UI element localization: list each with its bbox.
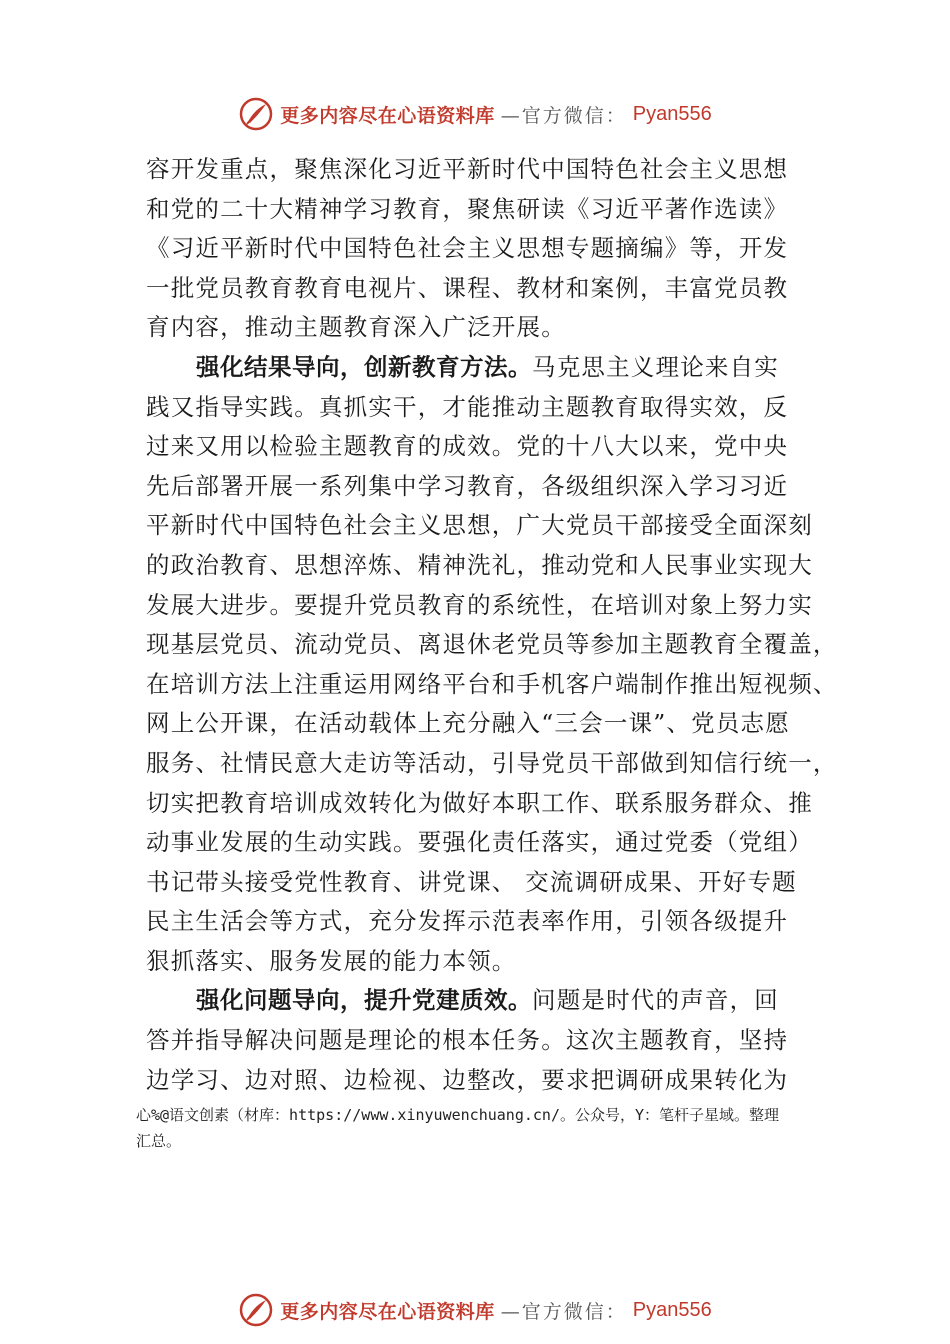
text-line: 《习近平新时代中国特色社会主义思想专题摘编》等，开发 xyxy=(146,234,789,263)
text-line: 边学习、边对照、边检视、边整改，要求把调研成果转化为 xyxy=(146,1065,789,1094)
heading-continuation: 马克思主义理论来自实 xyxy=(532,352,779,381)
text-line: 发展大进步。要提升党员教育的系统性，在培训对象上努力实 xyxy=(146,590,813,619)
text-line: 在培训方法上注重运用网络平台和手机客户端制作推出短视频、 xyxy=(146,669,838,698)
footnote-line: 心%@语文创素（材库：https://www.xinyuwenchuang.cn/。公众号，Y：笔杆子星域。整理 xyxy=(136,1106,780,1124)
text-line: 答并指导解决问题是理论的根本任务。这次主题教育，坚持 xyxy=(146,1026,789,1055)
banner-site-name: 更多内容尽在心语资料库 xyxy=(280,104,495,127)
paragraph-1 xyxy=(146,150,846,348)
source-footnote xyxy=(136,1102,836,1154)
text-line: 容开发重点，聚焦深化习近平新时代中国特色社会主义思想 xyxy=(146,155,789,183)
text-line: 一批党员教育教育电视片、课程、教材和案例，丰富党员教 xyxy=(146,273,789,302)
quill-logo-icon xyxy=(238,1292,274,1328)
text-line: 和党的二十大精神学习教育，聚焦研读《习近平著作选读》 xyxy=(146,194,789,223)
paragraph-heading: 强化问题导向，提升党建质效。 xyxy=(196,986,532,1015)
header-banner xyxy=(0,92,950,136)
document-body xyxy=(146,150,846,1100)
text-line: 狠抓落实、服务发展的能力本领。 xyxy=(146,946,517,975)
paragraph-2 xyxy=(146,348,846,982)
text-line: 现基层党员、流动党员、离退休老党员等参加主题教育全覆盖， xyxy=(146,630,838,659)
text-line xyxy=(146,981,846,1021)
text-line: 网上公开课，在活动载体上充分融入“三会一课”、党员志愿 xyxy=(146,709,790,738)
banner-wechat-label: —官方微信： xyxy=(500,1300,627,1323)
text-line: 书记带头接受党性教育、讲党课、 交流调研成果、开好专题 xyxy=(146,867,797,896)
text-line: 服务、社情民意大走访等活动，引导党员干部做到知信行统一， xyxy=(146,748,838,777)
paragraph-heading: 强化结果导向，创新教育方法。 xyxy=(196,352,532,381)
quill-logo-icon xyxy=(238,96,274,132)
text-line: 过来又用以检验主题教育的成效。党的十八大以来，党中央 xyxy=(146,432,789,461)
text-line: 切实把教育培训成效转化为做好本职工作、联系服务群众、推 xyxy=(146,788,813,817)
text-line: 的政治教育、思想淬炼、精神洗礼，推动党和人民事业实现大 xyxy=(146,550,813,579)
text-line: 践又指导实践。真抓实干，才能推动主题教育取得实效，反 xyxy=(146,392,789,421)
text-line xyxy=(146,348,846,388)
heading-continuation: 问题是时代的声音，回 xyxy=(532,986,779,1015)
text-line: 民主生活会等方式，充分发挥示范表率作用，引领各级提升 xyxy=(146,907,789,936)
banner-site-name: 更多内容尽在心语资料库 xyxy=(280,1300,495,1323)
text-line: 平新时代中国特色社会主义思想，广大党员干部接受全面深刻 xyxy=(146,511,813,540)
text-line: 育内容，推动主题教育深入广泛开展。 xyxy=(146,313,566,342)
banner-wechat-id: Pyan556 xyxy=(632,102,712,125)
banner-wechat-id: Pyan556 xyxy=(632,1298,712,1321)
footer-banner xyxy=(0,1288,950,1332)
text-line: 动事业发展的生动实践。要强化责任落实，通过党委（党组） xyxy=(146,828,813,857)
paragraph-3 xyxy=(146,981,846,1100)
banner-wechat-label: —官方微信： xyxy=(500,104,627,127)
text-line: 先后部署开展一系列集中学习教育，各级组织深入学习习近 xyxy=(146,471,789,500)
footnote-line: 汇总。 xyxy=(136,1132,182,1150)
